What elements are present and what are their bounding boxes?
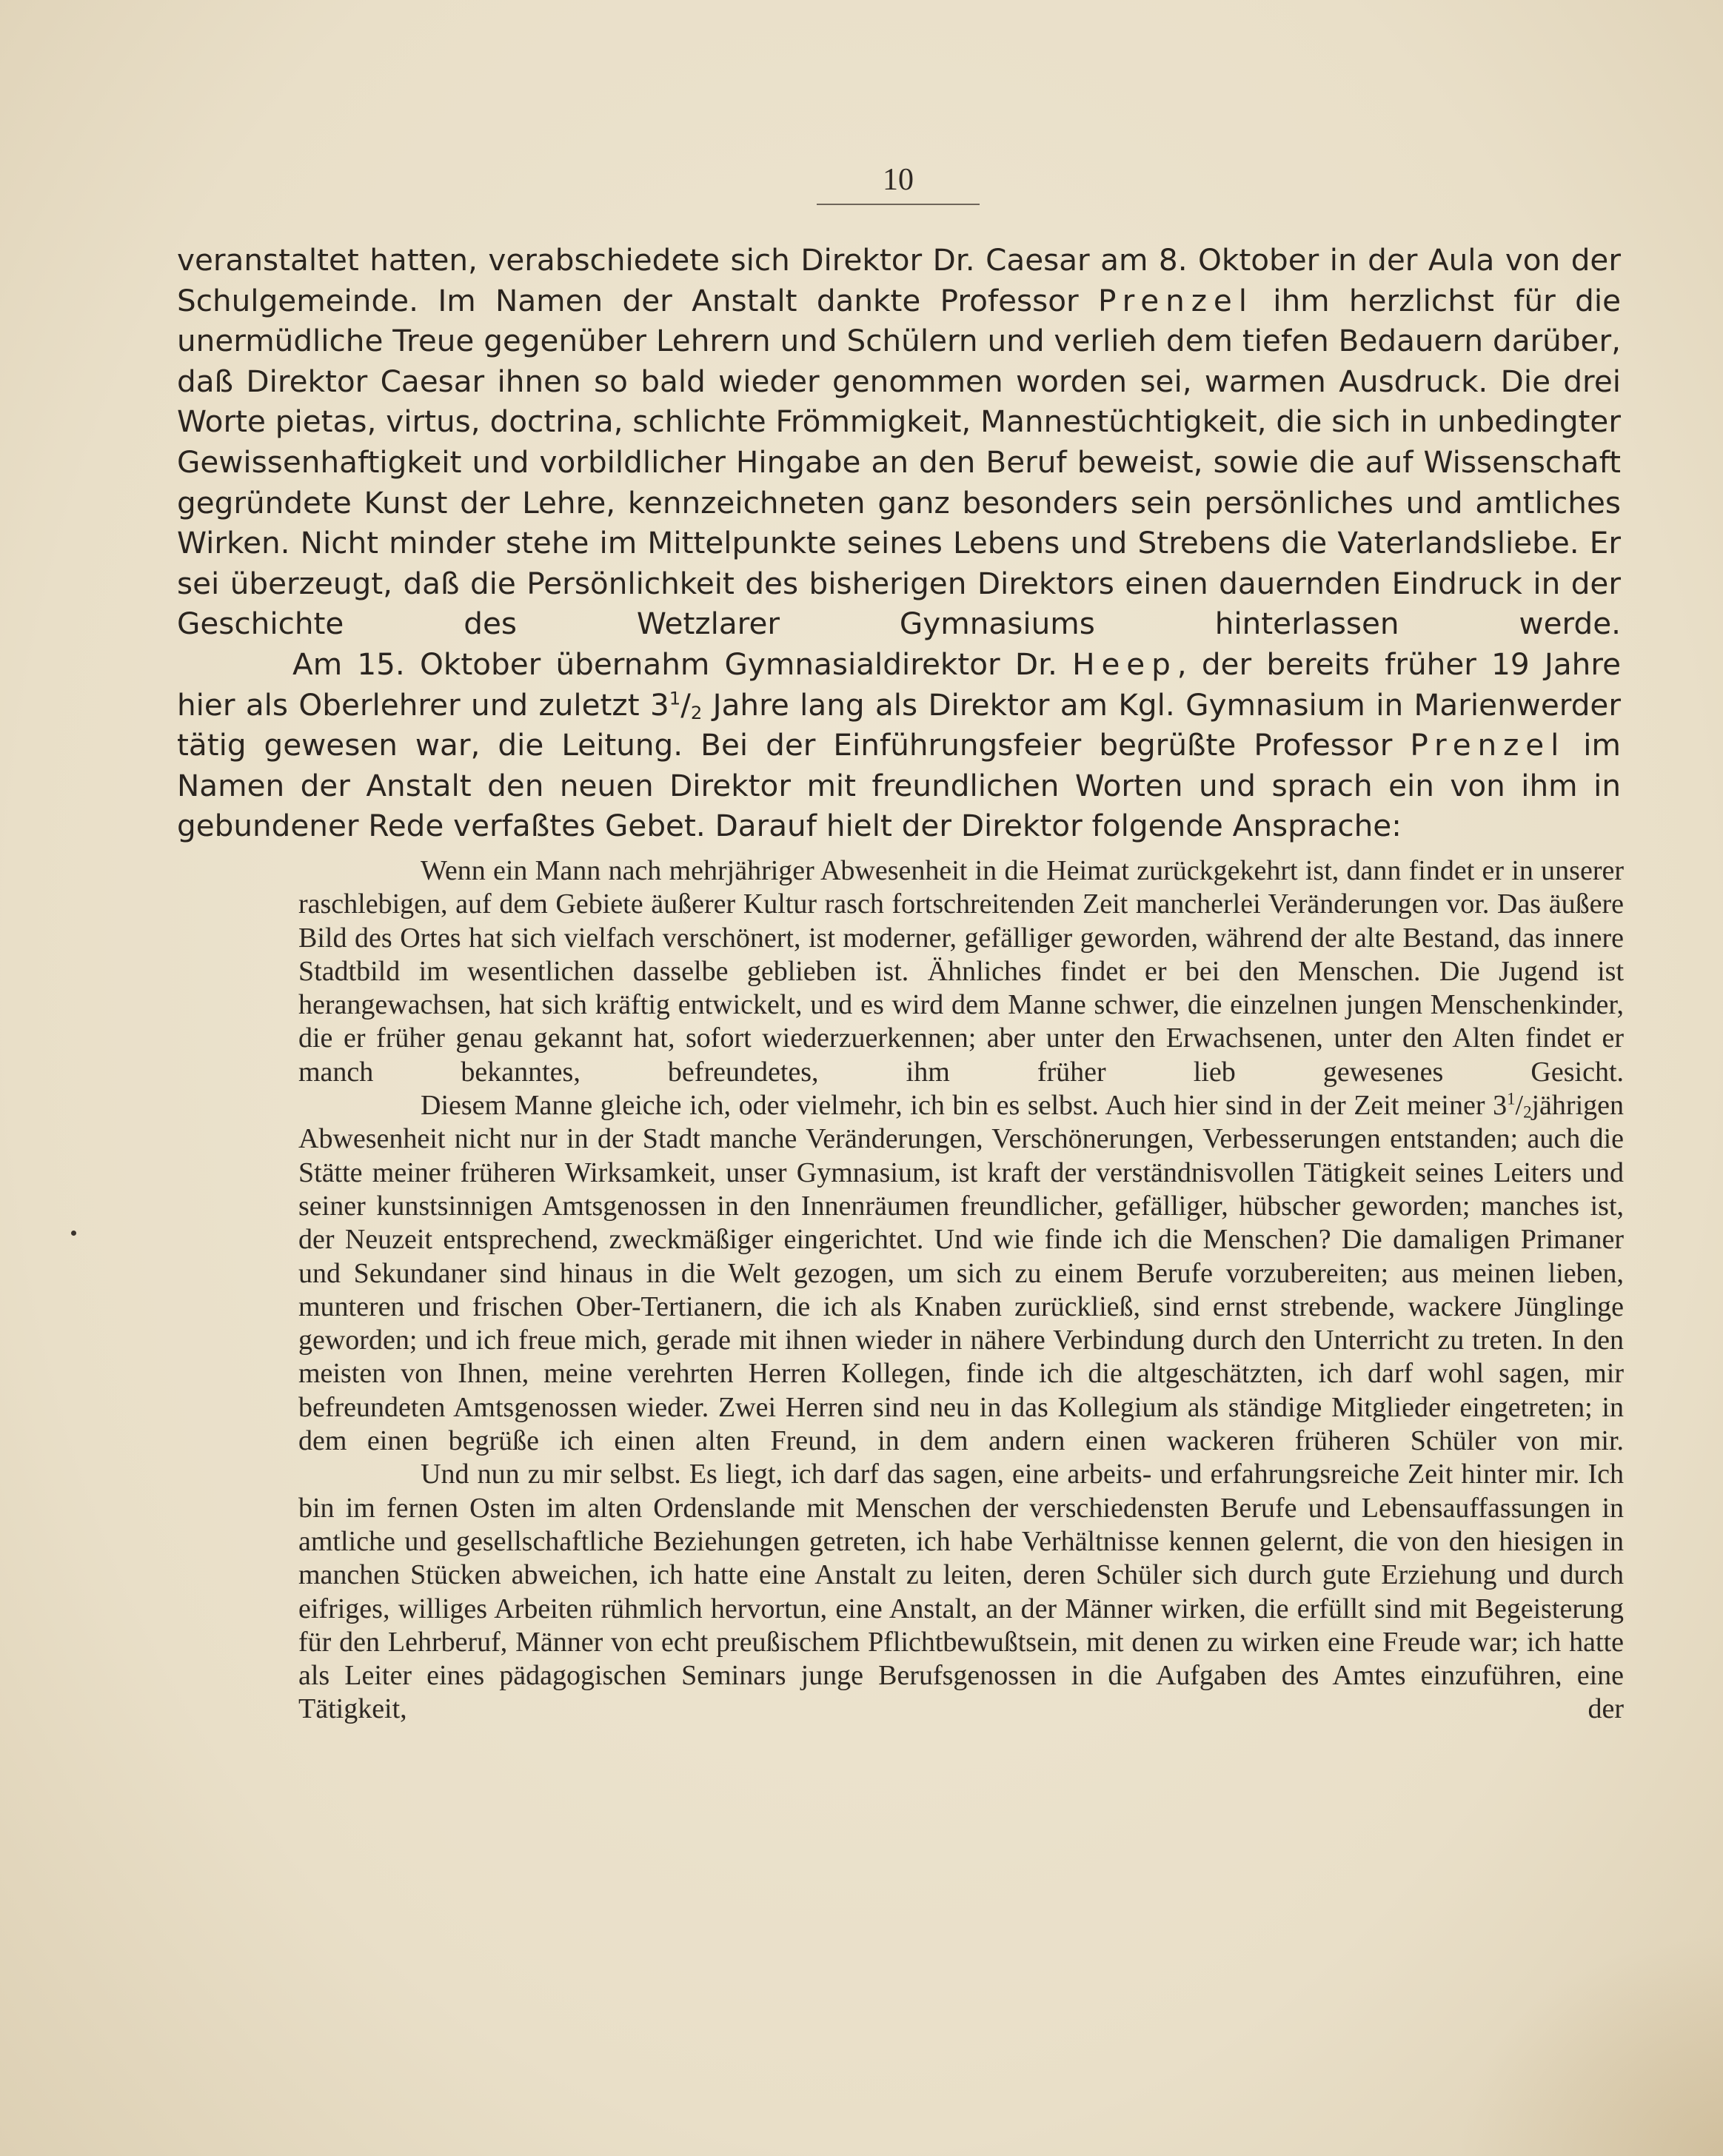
name-heep: Heep [1072, 646, 1177, 682]
fraction-three-and-half: $3^1/_2$ [649, 686, 703, 723]
speech-paragraph-3: Und nun zu mir selbst. Es liegt, ich darf das sagen, eine arbeits- und erfahrungsreiche Zeit hinter mir. Ich bin im fernen Osten im alten Ordenslande mit Menschen der verschiedensten Berufe und Lebensauffassungen in amtliche und gesellschaftliche Beziehungen getreten, ich habe Verhältnisse kennen gelernt, die von den hiesigen in manchen Stücken abweichen, ich hatte eine Anstalt zu leiten, deren Schüler sich durch gute Erziehung und durch eifriges, williges Arbeiten rühmlich hervortun, eine Anstalt, an der Männer wirken, die erfüllt sind mit Begeisterung für den Lehrberuf, Männer von echt preußischem Pflichtbewußtsein, mit denen zu wirken eine Freude war; ich hatte als Leiter eines pädagogischen Seminars junge Berufsgenossen in die Aufgaben des Amtes einzuführen, eine Tätigkeit, der [298, 1459, 1624, 1725]
fraction-three-and-half: $3^1/_2$ [1493, 1089, 1532, 1122]
page-number-rule [817, 204, 980, 205]
page-number: 10 [883, 163, 914, 197]
paragraph-new-director: Am 15. Oktober übernahm Gymnasialdirektor Dr. Heep, der bereits früher 19 Jahre hier als Oberlehrer und zuletzt $3^1/_2$ Jahre lang als Direktor am Kgl. Gymnasium in Marienwerder tätig gewesen war, die Leitung. Bei der Einführungsfeier begrüßte Professor Prenzel im Namen der Anstalt den neuen Direktor mit freundlichen Worten und sprach ein von ihm in gebundener Rede verfaßtes Gebet. Darauf hielt der Direktor folgende Ansprache: [177, 646, 1622, 844]
name-prenzel: Prenzel [1410, 727, 1566, 763]
paper-stain [1456, 1934, 1723, 2156]
main-text [177, 240, 1621, 846]
name-prenzel: Prenzel [1098, 282, 1254, 318]
speech-paragraph-1: Wenn ein Mann nach mehrjähriger Abwesenheit in die Heimat zurückgekehrt ist, dann findet er in unserer raschlebigen, auf dem Gebiete äußerer Kultur rasch fortschreitenden Zeit mancherlei Veränderungen vor. Das äußere Bild des Ortes hat sich vielfach verschönert, ist moderner, gefälliger geworden, während der alte Bestand, das innere Stadtbild im wesentlichen dasselbe geblieben ist. Ähnliches findet er bei den Menschen. Die Jugend ist herangewachsen, hat sich kräftig entwickelt, und es wird dem Manne schwer, die einzelnen jungen Menschenkinder, die er früher genau gekannt hat, sofort wiederzuerkennen; aber unter den Erwachsenen, unter den Alten findet er manch bekanntes, befreundetes, ihm früher lieb gewesenes Gesicht. [298, 855, 1624, 1088]
paragraph-farewell: veranstaltet hatten, verabschiedete sich Direktor Dr. Caesar am 8. Oktober in der Aula von der Schulgemeinde. Im Namen der Anstalt dankte Professor Prenzel ihm herzlichst für die unermüdliche Treue gegenüber Lehrern und Schülern und verlieh dem tiefen Bedauern darüber, daß Direktor Caesar ihnen so bald wieder genommen worden sei, warmen Ausdruck. Die drei Worte pietas, virtus, doctrina, schlichte Frömmigkeit, Mannestüchtigkeit, die sich in unbedingter Gewissenhaftigkeit und vorbildlicher Hingabe an den Beruf beweist, sowie die auf Wissenschaft gegründete Kunst der Lehre, kennzeichneten ganz besonders sein persönliches und amtliches Wirken. Nicht minder stehe im Mittelpunkte seines Lebens und Strebens die Vaterlandsliebe. Er sei überzeugt, daß die Persönlichkeit des bisherigen Direktors einen dauernden Eindruck in der Geschichte des Wetzlarer Gymnasiums hinterlassen werde. [177, 242, 1621, 642]
speech-paragraph-2: Diesem Manne gleiche ich, oder vielmehr, ich bin es selbst. Auch hier sind in der Zeit meiner $3^1/_2jährigen$ Abwesenheit nicht nur in der Stadt manche Veränderungen, Verschönerungen, Verbesserungen entstanden; auch die Stätte meiner früheren Wirksamkeit, unser Gymnasium, ist kraft der verständnisvollen Tätigkeit seines Leiters und seiner kunstsinnigen Amtsgenossen in den Innenräumen freundlicher, gefälliger, hübscher geworden; manches ist, der Neuzeit entsprechend, zweckmäßiger eingerichtet. Und wie finde ich die Menschen? Die damaligen Primaner und Sekundaner sind hinaus in die Welt gezogen, um sich zu einem Berufe vorzubereiten; aus meinen lieben, munteren und frischen Ober-Tertianern, die ich als Knaben zurückließ, sind ernst strebende, wackere Jünglinge geworden; und ich freue mich, gerade mit ihnen wieder in nähere Verbindung durch den Unterricht zu treten. In den meisten von Ihnen, meine verehrten Herren Kollegen, finde ich die altgeschätzten, ich darf wohl sagen, mir befreundeten Amtsgenossen wieder. Zwei Herren sind neu in das Kollegium als ständige Mitglieder eingetreten; in dem einen begrüße ich einen alten Freund, in dem andern einen wackeren früheren Schüler von mir. [298, 1089, 1624, 1457]
speech-text [298, 854, 1624, 1727]
margin-speck [71, 1231, 76, 1236]
